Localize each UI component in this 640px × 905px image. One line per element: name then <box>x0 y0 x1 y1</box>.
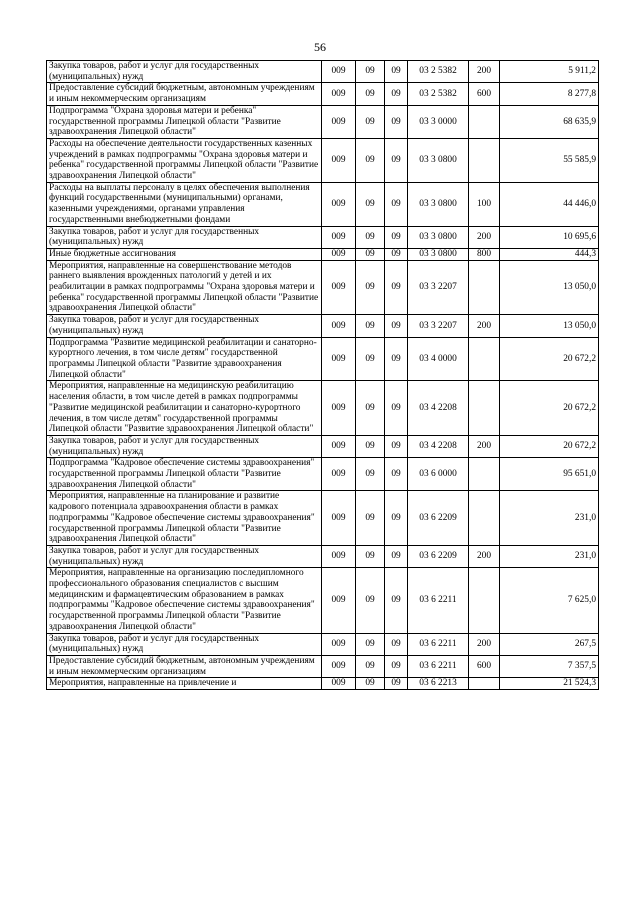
row-name-cell: Закупка товаров, работ и услуг для государственных (муниципальных) нужд <box>47 61 322 83</box>
target-article-cell: 03 6 2213 <box>408 678 469 690</box>
table-row <box>47 315 599 337</box>
table-row <box>47 633 599 655</box>
expense-type-cell: 100 <box>469 182 500 226</box>
row-name-cell: Предоставление субсидий бюджетным, автономным учреждениям и иным некоммерческим организациям <box>47 655 322 677</box>
table-row <box>47 435 599 457</box>
row-name-cell: Мероприятия, направленные на планирование и развитие кадрового потенциала здравоохранения области в рамках подпрограммы "Кадровое обеспечение системы здравоохранения" государственной программы Липецкой области "Развитие здравоохранения Липецкой области" <box>47 491 322 546</box>
amount-cell: 8 277,8 <box>500 83 599 105</box>
ministry-code-cell: 009 <box>322 315 356 337</box>
amount-cell: 5 911,2 <box>500 61 599 83</box>
subsection-code-cell: 09 <box>385 260 408 315</box>
section-code-cell: 09 <box>356 105 385 138</box>
target-article-cell: 03 3 2207 <box>408 315 469 337</box>
section-code-cell: 09 <box>356 655 385 677</box>
row-name-cell: Закупка товаров, работ и услуг для государственных (муниципальных) нужд <box>47 315 322 337</box>
target-article-cell: 03 3 0800 <box>408 226 469 248</box>
row-name-cell: Мероприятия, направленные на привлечение и <box>47 678 322 690</box>
table-row <box>47 248 599 260</box>
expense-type-cell <box>469 260 500 315</box>
page-number: 56 <box>314 40 326 54</box>
amount-cell: 7 625,0 <box>500 568 599 633</box>
table-row <box>47 458 599 491</box>
expense-type-cell <box>469 337 500 381</box>
target-article-cell: 03 3 2207 <box>408 260 469 315</box>
subsection-code-cell: 09 <box>385 337 408 381</box>
target-article-cell: 03 6 2211 <box>408 655 469 677</box>
section-code-cell: 09 <box>356 633 385 655</box>
subsection-code-cell: 09 <box>385 61 408 83</box>
target-article-cell: 03 2 5382 <box>408 83 469 105</box>
ministry-code-cell: 009 <box>322 545 356 567</box>
ministry-code-cell: 009 <box>322 381 356 436</box>
amount-cell: 10 695,6 <box>500 226 599 248</box>
section-code-cell: 09 <box>356 138 385 182</box>
subsection-code-cell: 09 <box>385 226 408 248</box>
expense-type-cell: 200 <box>469 545 500 567</box>
row-name-cell: Закупка товаров, работ и услуг для государственных (муниципальных) нужд <box>47 226 322 248</box>
ministry-code-cell: 009 <box>322 226 356 248</box>
section-code-cell: 09 <box>356 435 385 457</box>
subsection-code-cell: 09 <box>385 83 408 105</box>
row-name-cell: Подпрограмма "Кадровое обеспечение системы здравоохранения" государственной программы Липецкой области "Развитие здравоохранения Липецкой области" <box>47 458 322 491</box>
section-code-cell: 09 <box>356 61 385 83</box>
table-row <box>47 105 599 138</box>
ministry-code-cell: 009 <box>322 260 356 315</box>
section-code-cell: 09 <box>356 248 385 260</box>
expense-type-cell <box>469 458 500 491</box>
ministry-code-cell: 009 <box>322 182 356 226</box>
subsection-code-cell: 09 <box>385 182 408 226</box>
budget-table <box>46 60 599 690</box>
amount-cell: 20 672,2 <box>500 337 599 381</box>
ministry-code-cell: 009 <box>322 435 356 457</box>
row-name-cell: Предоставление субсидий бюджетным, автономным учреждениям и иным некоммерческим организациям <box>47 83 322 105</box>
row-name-cell: Закупка товаров, работ и услуг для государственных (муниципальных) нужд <box>47 545 322 567</box>
subsection-code-cell: 09 <box>385 458 408 491</box>
row-name-cell: Закупка товаров, работ и услуг для государственных (муниципальных) нужд <box>47 435 322 457</box>
ministry-code-cell: 009 <box>322 248 356 260</box>
table-row <box>47 678 599 690</box>
row-name-cell: Иные бюджетные ассигнования <box>47 248 322 260</box>
row-name-cell: Подпрограмма "Развитие медицинской реабилитации и санаторно-курортного лечения, в том числе детям" государственной программы Липецкой области "Развитие здравоохранения Липецкой области" <box>47 337 322 381</box>
ministry-code-cell: 009 <box>322 105 356 138</box>
section-code-cell: 09 <box>356 260 385 315</box>
row-name-cell: Расходы на обеспечение деятельности государственных казенных учреждений в рамках подпрограммы "Охрана здоровья матери и ребенка" государственной программы Липецкой области "Развитие здравоохранения Липецкой области" <box>47 138 322 182</box>
amount-cell: 20 672,2 <box>500 381 599 436</box>
target-article-cell: 03 6 2209 <box>408 491 469 546</box>
expense-type-cell: 600 <box>469 655 500 677</box>
amount-cell: 55 585,9 <box>500 138 599 182</box>
amount-cell: 68 635,9 <box>500 105 599 138</box>
expense-type-cell: 200 <box>469 633 500 655</box>
expense-type-cell <box>469 138 500 182</box>
target-article-cell: 03 3 0800 <box>408 248 469 260</box>
amount-cell: 95 651,0 <box>500 458 599 491</box>
subsection-code-cell: 09 <box>385 655 408 677</box>
table-row <box>47 61 599 83</box>
subsection-code-cell: 09 <box>385 568 408 633</box>
section-code-cell: 09 <box>356 568 385 633</box>
target-article-cell: 03 4 2208 <box>408 381 469 436</box>
expense-type-cell <box>469 678 500 690</box>
table-row <box>47 545 599 567</box>
subsection-code-cell: 09 <box>385 435 408 457</box>
target-article-cell: 03 6 2209 <box>408 545 469 567</box>
section-code-cell: 09 <box>356 458 385 491</box>
expense-type-cell: 800 <box>469 248 500 260</box>
table-row <box>47 83 599 105</box>
ministry-code-cell: 009 <box>322 568 356 633</box>
row-name-cell: Мероприятия, направленные на медицинскую реабилитацию населения области, в том числе детей в рамках подпрограммы "Развитие медицинской реабилитации и санаторно-курортного лечения, в том числе детям" государственной программы Липецкой области "Развитие здравоохранения Липецкой области" <box>47 381 322 436</box>
ministry-code-cell: 009 <box>322 491 356 546</box>
row-name-cell: Подпрограмма "Охрана здоровья матери и ребенка" государственной программы Липецкой области "Развитие здравоохранения Липецкой области" <box>47 105 322 138</box>
section-code-cell: 09 <box>356 315 385 337</box>
target-article-cell: 03 4 2208 <box>408 435 469 457</box>
section-code-cell: 09 <box>356 337 385 381</box>
amount-cell: 13 050,0 <box>500 260 599 315</box>
target-article-cell: 03 2 5382 <box>408 61 469 83</box>
section-code-cell: 09 <box>356 182 385 226</box>
ministry-code-cell: 009 <box>322 633 356 655</box>
section-code-cell: 09 <box>356 491 385 546</box>
row-name-cell: Мероприятия, направленные на организацию последипломного профессионального образования специалистов с высшим медицинским и фармацевтическим образованием в рамках подпрограммы "Кадровое обеспечение системы здравоохранения" государственной программы Липецкой области "Развитие здравоохранения Липецкой области" <box>47 568 322 633</box>
target-article-cell: 03 3 0000 <box>408 105 469 138</box>
section-code-cell: 09 <box>356 83 385 105</box>
expense-type-cell <box>469 105 500 138</box>
ministry-code-cell: 009 <box>322 138 356 182</box>
budget-table-body <box>47 61 599 690</box>
section-code-cell: 09 <box>356 545 385 567</box>
table-row <box>47 568 599 633</box>
row-name-cell: Мероприятия, направленные на совершенствование методов раннего выявления врожденных патологий у детей и их реабилитации в рамках подпрограммы "Охрана здоровья матери и ребенка" государственной программы Липецкой области "Развитие здравоохранения Липецкой области" <box>47 260 322 315</box>
expense-type-cell: 200 <box>469 226 500 248</box>
table-row <box>47 655 599 677</box>
table-row <box>47 138 599 182</box>
ministry-code-cell: 009 <box>322 458 356 491</box>
section-code-cell: 09 <box>356 226 385 248</box>
amount-cell: 444,3 <box>500 248 599 260</box>
subsection-code-cell: 09 <box>385 315 408 337</box>
expense-type-cell <box>469 381 500 436</box>
subsection-code-cell: 09 <box>385 381 408 436</box>
amount-cell: 7 357,5 <box>500 655 599 677</box>
subsection-code-cell: 09 <box>385 491 408 546</box>
expense-type-cell <box>469 491 500 546</box>
amount-cell: 44 446,0 <box>500 182 599 226</box>
expense-type-cell: 600 <box>469 83 500 105</box>
table-row <box>47 337 599 381</box>
target-article-cell: 03 6 2211 <box>408 568 469 633</box>
amount-cell: 267,5 <box>500 633 599 655</box>
ministry-code-cell: 009 <box>322 655 356 677</box>
subsection-code-cell: 09 <box>385 678 408 690</box>
target-article-cell: 03 3 0800 <box>408 182 469 226</box>
ministry-code-cell: 009 <box>322 83 356 105</box>
expense-type-cell: 200 <box>469 315 500 337</box>
expense-type-cell: 200 <box>469 61 500 83</box>
table-row <box>47 491 599 546</box>
target-article-cell: 03 6 0000 <box>408 458 469 491</box>
subsection-code-cell: 09 <box>385 248 408 260</box>
ministry-code-cell: 009 <box>322 678 356 690</box>
table-row <box>47 381 599 436</box>
expense-type-cell <box>469 568 500 633</box>
subsection-code-cell: 09 <box>385 105 408 138</box>
section-code-cell: 09 <box>356 678 385 690</box>
table-row <box>47 226 599 248</box>
subsection-code-cell: 09 <box>385 633 408 655</box>
section-code-cell: 09 <box>356 381 385 436</box>
ministry-code-cell: 009 <box>322 337 356 381</box>
target-article-cell: 03 6 2211 <box>408 633 469 655</box>
subsection-code-cell: 09 <box>385 545 408 567</box>
amount-cell: 21 524,3 <box>500 678 599 690</box>
amount-cell: 13 050,0 <box>500 315 599 337</box>
table-row <box>47 260 599 315</box>
row-name-cell: Расходы на выплаты персоналу в целях обеспечения выполнения функций государственными (муниципальными) органами, казенными учреждениями, органами управления государственными внебюджетными фондами <box>47 182 322 226</box>
amount-cell: 20 672,2 <box>500 435 599 457</box>
subsection-code-cell: 09 <box>385 138 408 182</box>
table-row <box>47 182 599 226</box>
ministry-code-cell: 009 <box>322 61 356 83</box>
target-article-cell: 03 3 0800 <box>408 138 469 182</box>
target-article-cell: 03 4 0000 <box>408 337 469 381</box>
amount-cell: 231,0 <box>500 545 599 567</box>
row-name-cell: Закупка товаров, работ и услуг для государственных (муниципальных) нужд <box>47 633 322 655</box>
amount-cell: 231,0 <box>500 491 599 546</box>
expense-type-cell: 200 <box>469 435 500 457</box>
